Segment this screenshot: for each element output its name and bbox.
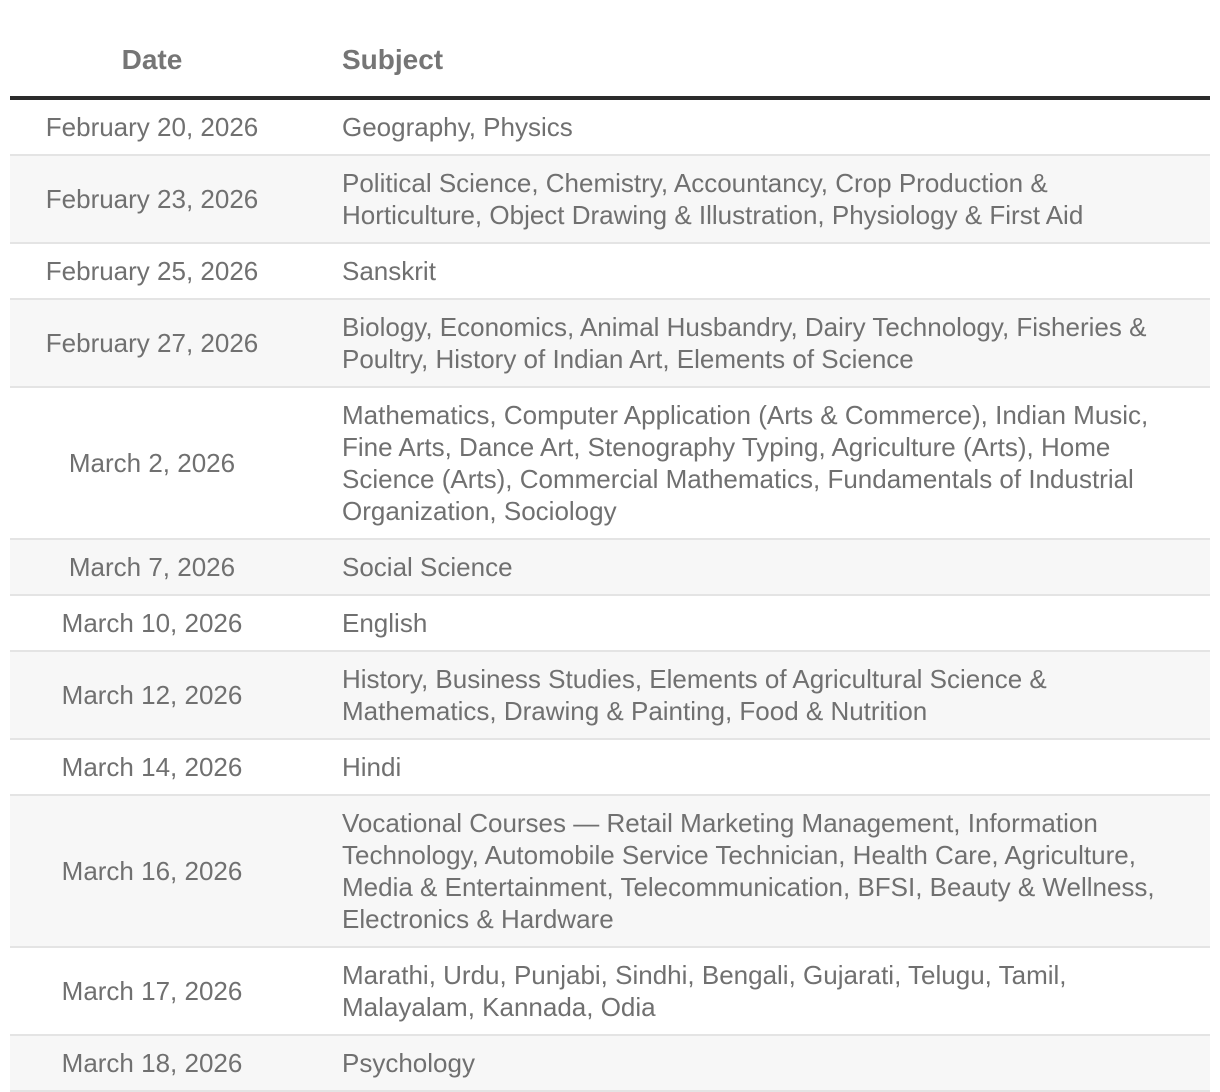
date-cell: February 23, 2026 bbox=[10, 155, 294, 243]
subject-cell: Sanskrit bbox=[294, 243, 1210, 299]
table-row bbox=[10, 651, 1210, 739]
table-row bbox=[10, 595, 1210, 651]
date-cell: February 20, 2026 bbox=[10, 98, 294, 155]
table-row bbox=[10, 539, 1210, 595]
table-row bbox=[10, 1035, 1210, 1091]
table-row bbox=[10, 739, 1210, 795]
header-row bbox=[10, 0, 1210, 98]
table-row bbox=[10, 243, 1210, 299]
subject-cell: Marathi, Urdu, Punjabi, Sindhi, Bengali, Gujarati, Telugu, Tamil, Malayalam, Kannada, Odia bbox=[294, 947, 1210, 1035]
table-row bbox=[10, 795, 1210, 947]
date-cell: February 27, 2026 bbox=[10, 299, 294, 387]
subject-cell: Mathematics, Computer Application (Arts & Commerce), Indian Music, Fine Arts, Dance Art, Stenography Typing, Agriculture (Arts), Home Science (Arts), Commercial Mathematics, Fundamentals of Industrial Organization, Sociology bbox=[294, 387, 1210, 539]
table-row bbox=[10, 387, 1210, 539]
date-cell: February 25, 2026 bbox=[10, 243, 294, 299]
subject-cell: Hindi bbox=[294, 739, 1210, 795]
table-row bbox=[10, 299, 1210, 387]
table-row bbox=[10, 155, 1210, 243]
date-cell: March 2, 2026 bbox=[10, 387, 294, 539]
date-cell: March 10, 2026 bbox=[10, 595, 294, 651]
table-row bbox=[10, 947, 1210, 1035]
subject-cell: Psychology bbox=[294, 1035, 1210, 1091]
subject-cell: History, Business Studies, Elements of Agricultural Science & Mathematics, Drawing & Painting, Food & Nutrition bbox=[294, 651, 1210, 739]
subject-cell: Political Science, Chemistry, Accountancy, Crop Production & Horticulture, Object Drawing & Illustration, Physiology & First Aid bbox=[294, 155, 1210, 243]
exam-schedule-table bbox=[10, 0, 1210, 1092]
exam-schedule bbox=[10, 0, 1210, 1092]
date-cell: March 18, 2026 bbox=[10, 1035, 294, 1091]
subject-cell: Biology, Economics, Animal Husbandry, Dairy Technology, Fisheries & Poultry, History of Indian Art, Elements of Science bbox=[294, 299, 1210, 387]
table-row bbox=[10, 98, 1210, 155]
column-header-subject: Subject bbox=[294, 0, 1210, 98]
table-header bbox=[10, 0, 1210, 98]
column-header-date: Date bbox=[10, 0, 294, 98]
date-cell: March 12, 2026 bbox=[10, 651, 294, 739]
subject-cell: Vocational Courses — Retail Marketing Management, Information Technology, Automobile Service Technician, Health Care, Agriculture, Media & Entertainment, Telecommunication, BFSI, Beauty & Wellness, Electronics & Hardware bbox=[294, 795, 1210, 947]
date-cell: March 7, 2026 bbox=[10, 539, 294, 595]
subject-cell: Geography, Physics bbox=[294, 98, 1210, 155]
date-cell: March 14, 2026 bbox=[10, 739, 294, 795]
subject-cell: English bbox=[294, 595, 1210, 651]
date-cell: March 16, 2026 bbox=[10, 795, 294, 947]
subject-cell: Social Science bbox=[294, 539, 1210, 595]
date-cell: March 17, 2026 bbox=[10, 947, 294, 1035]
table-body bbox=[10, 98, 1210, 1091]
